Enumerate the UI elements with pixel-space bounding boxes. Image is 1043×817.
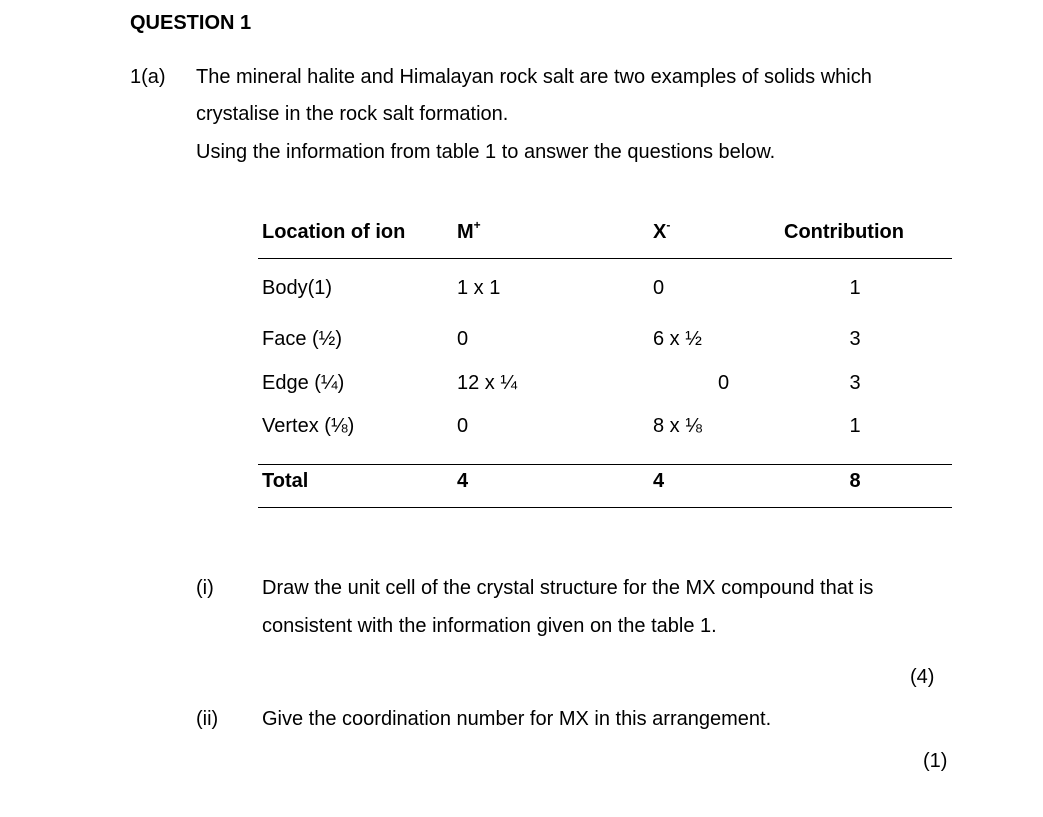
row-face-location: Face (½) [262, 328, 343, 350]
row-edge-location: Edge (¼) [262, 372, 345, 394]
row-vertex-x: 8 x ⅛ [653, 415, 702, 437]
row-vertex-contribution: 1 [849, 415, 861, 437]
sub-ii-marks: (1) [923, 750, 948, 772]
part-a-label: 1(a) [130, 66, 166, 88]
sub-ii-text: Give the coordination number for MX in this arrangement. [262, 708, 772, 730]
row-total-label: Total [262, 470, 309, 492]
row-face-contribution: 3 [849, 328, 861, 350]
sub-i-label: (i) [196, 577, 214, 599]
table-header-rule [258, 258, 952, 259]
row-total-m: 4 [457, 470, 469, 492]
header-location: Location of ion [262, 221, 406, 243]
row-face-m: 0 [457, 328, 469, 350]
row-body-contribution: 1 [849, 277, 861, 299]
row-body-m: 1 x 1 [457, 277, 501, 299]
row-body-x: 0 [653, 277, 665, 299]
table-total-top-rule [258, 464, 952, 465]
part-a-instruction: Using the information from table 1 to answer the questions below. [196, 141, 776, 163]
row-vertex-location: Vertex (⅛) [262, 415, 355, 437]
part-a-text-line2: crystalise in the rock salt formation. [196, 103, 509, 125]
header-m-ion: M+ [457, 218, 481, 243]
row-total-contribution: 8 [849, 470, 861, 492]
row-edge-contribution: 3 [849, 372, 861, 394]
question-heading: QUESTION 1 [130, 12, 252, 34]
header-contribution: Contribution [784, 221, 904, 243]
row-body-location: Body(1) [262, 277, 333, 299]
row-total-x: 4 [653, 470, 665, 492]
row-edge-m: 12 x ¼ [457, 372, 518, 394]
sub-i-text-line2: consistent with the information given on the table 1. [262, 615, 717, 637]
header-x-ion: X- [653, 218, 671, 243]
part-a-text-line1: The mineral halite and Himalayan rock salt are two examples of solids which [196, 66, 872, 88]
row-vertex-m: 0 [457, 415, 469, 437]
row-edge-x: 0 [718, 372, 730, 394]
sub-ii-label: (ii) [196, 708, 219, 730]
sub-i-marks: (4) [910, 666, 935, 688]
table-bottom-rule [258, 507, 952, 508]
sub-i-text-line1: Draw the unit cell of the crystal structure for the MX compound that is [262, 577, 874, 599]
row-face-x: 6 x ½ [653, 328, 702, 350]
